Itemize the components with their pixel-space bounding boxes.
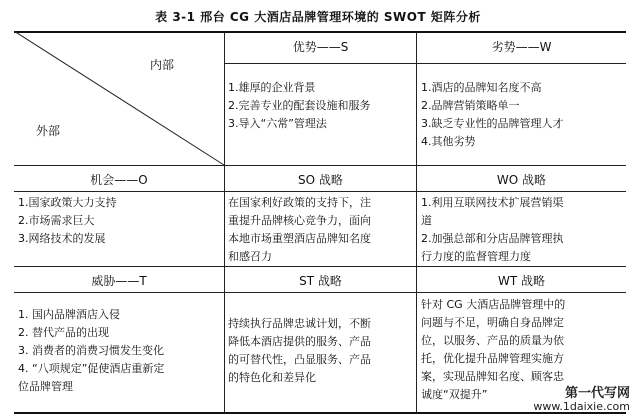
so-strategy-header: SO 战略 — [298, 173, 343, 187]
text-line: 位，以服务、产品的质量为依 — [421, 334, 564, 347]
text-line: 2.加强总部和分店品牌管理执 — [421, 232, 564, 245]
st-strategy-text — [228, 315, 414, 387]
text-line: 道 — [421, 214, 432, 227]
watermark — [533, 387, 630, 413]
row-divider-4 — [14, 292, 626, 293]
text-line: 诚度“双提升” — [421, 388, 488, 401]
text-line: 案，实现品牌知名度、顾客忠 — [421, 370, 564, 383]
list-item: 1. 国内品牌酒店入侵 — [18, 308, 120, 321]
text-line: 和感召力 — [228, 250, 272, 263]
threats-list — [18, 306, 222, 396]
corner-outer-label: 外部 — [36, 124, 61, 138]
list-item: 1.雄厚的企业背景 — [228, 81, 316, 94]
list-item: 1.国家政策大力支持 — [18, 196, 117, 209]
row-divider-3 — [14, 266, 626, 267]
column-divider-2 — [416, 31, 417, 412]
table-title: 表 3-1 邢台 CG 大酒店品牌管理环境的 SWOT 矩阵分析 — [155, 10, 481, 24]
text-line: 问题与不足，明确自身品牌定 — [421, 316, 564, 329]
text-line: 重提升品牌核心竞争力，面向 — [228, 214, 371, 227]
text-line: 行力度的监督管理力度 — [421, 250, 531, 263]
so-strategy-text — [228, 194, 414, 266]
list-item: 2.品牌营销策略单一 — [421, 99, 520, 112]
text-line: 的特色化和差异化 — [228, 371, 316, 384]
list-item: 3. 消费者的消费习惯发生变化 — [18, 344, 164, 357]
list-item: 2.市场需求巨大 — [18, 214, 95, 227]
list-item: 3.网络技术的发展 — [18, 232, 106, 245]
header-row-divider — [224, 63, 626, 64]
wo-strategy-header: WO 战略 — [496, 173, 547, 187]
list-item: 4. “八项规定”促使酒店重新定 — [18, 362, 165, 375]
watermark-url: www.1daixie.com — [533, 400, 630, 413]
text-line: 1.利用互联网技术扩展营销渠 — [421, 196, 564, 209]
text-line: 的可替代性，凸显服务、产品 — [228, 353, 371, 366]
row-divider-2 — [14, 191, 626, 192]
corner-diagonal — [14, 31, 225, 166]
opportunities-list — [18, 194, 222, 248]
text-line: 降低本酒店提供的服务、产品 — [228, 335, 371, 348]
list-item: 2.完善专业的配套设施和服务 — [228, 99, 371, 112]
wt-strategy-header: WT 战略 — [497, 274, 545, 288]
wo-strategy-text — [421, 194, 624, 266]
list-item: 2. 替代产品的出现 — [18, 326, 109, 339]
watermark-title: 第一代写网 — [564, 386, 630, 401]
text-line: 针对 CG 大酒店品牌管理中的 — [421, 298, 566, 311]
list-item: 1.酒店的品牌知名度不高 — [421, 81, 542, 94]
list-item: 3.缺乏专业性的品牌管理人才 — [421, 117, 564, 130]
text-line: 持续执行品牌忠诚计划，不断 — [228, 317, 371, 330]
strengths-header: 优势——S — [292, 40, 349, 54]
threats-header: 威胁——T — [91, 274, 147, 288]
list-item: 位品牌管理 — [18, 380, 73, 393]
opportunities-header: 机会——O — [90, 173, 148, 187]
st-strategy-header: ST 战略 — [299, 274, 342, 288]
weaknesses-header: 劣势——W — [491, 40, 552, 54]
list-item: 4.其他劣势 — [421, 135, 476, 148]
text-line: 在国家利好政策的支持下，注 — [228, 196, 371, 209]
weaknesses-list — [421, 79, 624, 151]
list-item: 3.导入“六常”管理法 — [228, 117, 327, 130]
text-line: 本地市场重塑酒店品牌知名度 — [228, 232, 371, 245]
corner-inner-label: 内部 — [150, 58, 175, 72]
strengths-list — [228, 79, 414, 133]
text-line: 托，优化提升品牌管理实施方 — [421, 352, 564, 365]
